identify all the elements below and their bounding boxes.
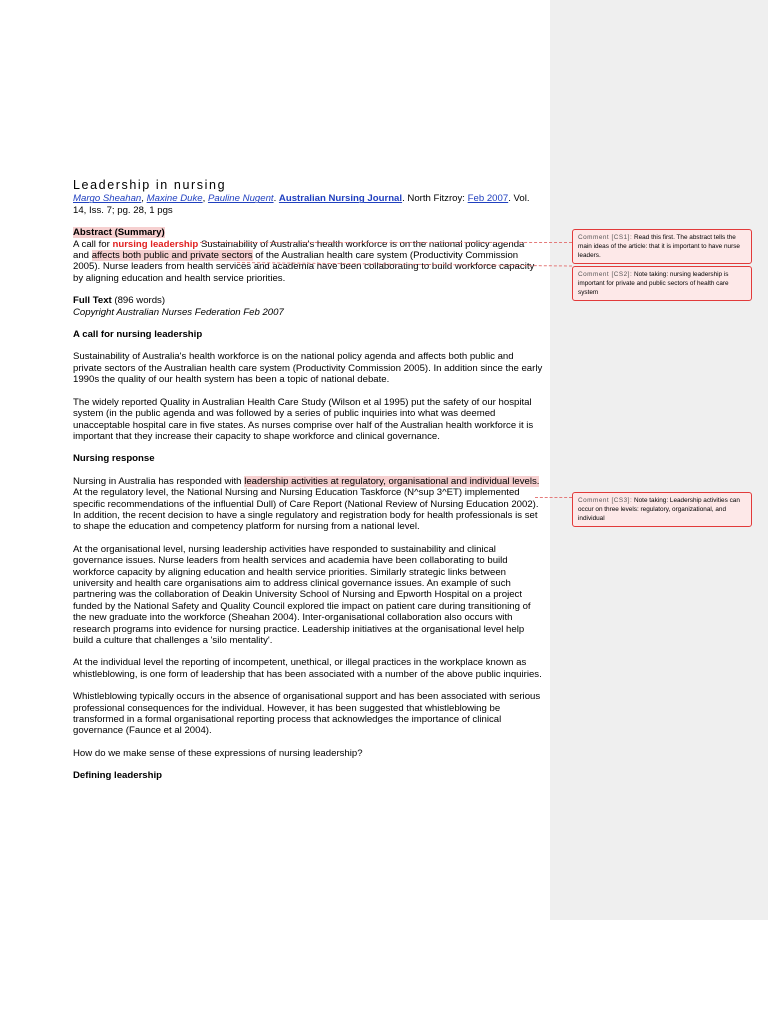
comment-cs3[interactable]: Comment [CS3]: Note taking: Leadership activities can occur on three levels: regulatory, organizational, and individual: [572, 492, 752, 527]
date-link[interactable]: Feb 2007: [467, 193, 509, 205]
comment-cs2[interactable]: Comment [CS2]: Note taking: nursing leadership is important for private and public sectors of health care system: [572, 266, 752, 301]
page-title: Leadership in nursing: [73, 178, 227, 192]
paragraph: Nursing in Australia has responded with leadership activities at regulatory, organisational and individual levels. At the regulatory level, the National Nursing and Nursing Education Taskforce (N^sup 3^ET) implemented specific recommendations of the influential Dull) of Care Report (National Review of Nursing Education 2002). In addition, the recent decision to have a single regulatory and registration body for health professionals is set to shape the education and competency platform for nursing from a national level.: [73, 475, 540, 533]
author-link-3[interactable]: Pauline Nugent: [207, 193, 274, 205]
paragraph: Whistleblowing typically occurs in the absence of organisational support and has been associated with serious professional consequences for the individual. However, it has been suggested that whistleblowing be transformed in a formal organisational reporting process that acknowledges the importance of clinical governance (Faunce et al 2004).: [73, 691, 541, 737]
section-heading: Defining leadership: [73, 770, 163, 782]
abstract-heading: Abstract (Summary): [73, 227, 165, 239]
highlight-sectors: affects both public and private sectors: [91, 250, 253, 262]
copyright: Copyright Australian Nurses Federation Feb 2007: [73, 306, 284, 318]
full-text-info: Full Text (896 words) Copyright Australian Nurses Federation Feb 2007: [73, 295, 284, 318]
paragraph: How do we make sense of these expressions of nursing leadership?: [73, 747, 363, 759]
paragraph: Sustainability of Australia's health workforce is on the national policy agenda and affects both public and private sectors of the Australian health care system (Productivity Commission 2005). In addition since the early 1990s the quality of our health system has been a topic of national debate.: [73, 351, 543, 386]
author-link-2[interactable]: Maxine Duke: [146, 193, 203, 205]
comment-leader-line: [535, 497, 572, 498]
comment-margin-pane: [550, 0, 768, 920]
document-body: [73, 180, 543, 782]
comment-cs1[interactable]: Comment [CS1]: Read this first. The abstract tells the main ideas of the article: that it is important to have nurse leaders.: [572, 229, 752, 264]
paragraph: The widely reported Quality in Australian Health Care Study (Wilson et al 1995) put the safety of our hospital system (in the public agenda and was followed by a series of public inquiries into what was deemed unacceptable hospital care in five states. As nurses comprise over half of the Australian health workforce it is important that they increase their capacity to shape workforce and clinical governance.: [73, 396, 534, 442]
highlight-levels: leadership activities at regulatory, organisational and individual levels.: [244, 475, 540, 487]
byline: Margo Sheahan, Maxine Duke, Pauline Nugent. Australian Nursing Journal. North Fitzroy: Feb 2007. Vol. 14, Iss. 7; pg. 28, 1 pgs: [73, 193, 530, 216]
section-heading: A call for nursing leadership: [73, 329, 203, 341]
section-heading: Nursing response: [73, 453, 155, 465]
author-link-1[interactable]: Margo Sheahan: [73, 193, 142, 205]
abstract: Abstract (Summary) A call for nursing leadership Sustainability of Australia's health workforce is on the national policy agenda and affects both public and private sectors of the Australian health care system (Productivity Commission 2005). Nurse leaders from health services and academia have been collaborating to build workforce capacity by aligning education and health service priorities.: [73, 227, 535, 284]
issue-details: . Vol. 14, Iss. 7; pg. 28, 1 pgs: [73, 193, 530, 216]
highlight-nursing-leadership: nursing leadership: [112, 238, 199, 250]
place-text: . North Fitzroy:: [402, 193, 468, 205]
journal-link[interactable]: Australian Nursing Journal: [278, 193, 403, 205]
paragraph: At the individual level the reporting of incompetent, unethical, or illegal practices in the workplace known as whistleblowing, is one form of leadership that has been associated with a number of the above public inquiries.: [73, 657, 542, 680]
paragraph: At the organisational level, nursing leadership activities have responded to sustainability and clinical governance issues. Nurse leaders from health services and academia have been collaborating to build workforce capacity by aligning education and health service priorities. Similarly strategic links between university and health care organisations aim to address clinical governance issues. An example of such partnering was the collaboration of Deakin University School of Nursing and Epworth Hospital on a project funded by the National Safety and Quality Council explored tlie impact on patient care during transitioning of the new graduate into the workforce (Sheahan 2004). Inter-organisational collaboration also occurs with research programs into evidence for nursing practice. Leadership initiatives at the organisational level help build a culture that challenges a 'silo mentality'.: [73, 543, 531, 646]
comment-leader-line: [200, 242, 572, 243]
